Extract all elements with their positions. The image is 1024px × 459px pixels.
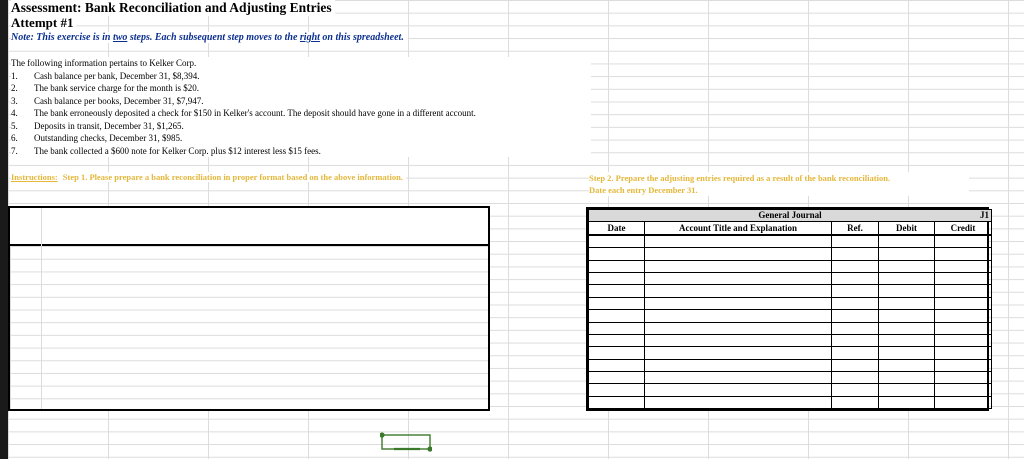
journal-account-cell[interactable] <box>645 372 832 384</box>
journal-debit-cell[interactable] <box>879 384 935 396</box>
info-item-number: 4. <box>11 108 18 118</box>
journal-credit-cell[interactable] <box>935 285 992 297</box>
journal-table <box>588 209 992 409</box>
info-item <box>11 95 591 108</box>
journal-ref-cell[interactable] <box>832 384 879 396</box>
journal-ref-cell[interactable] <box>832 396 879 408</box>
journal-row <box>589 322 992 334</box>
journal-account-cell[interactable] <box>645 396 832 408</box>
info-item-text: The bank collected a $600 note for Kelker Corp. plus $12 interest less $15 fees. <box>34 145 321 156</box>
col-debit[interactable]: Debit <box>879 222 935 235</box>
journal-row <box>589 372 992 384</box>
journal-account-cell[interactable] <box>645 248 832 260</box>
journal-row <box>589 359 992 371</box>
journal-credit-cell[interactable] <box>935 248 992 260</box>
journal-debit-cell[interactable] <box>879 396 935 408</box>
col-credit[interactable]: Credit <box>935 222 992 235</box>
journal-debit-cell[interactable] <box>879 248 935 260</box>
info-item-number: 7. <box>11 145 18 156</box>
journal-row <box>589 347 992 359</box>
journal-row <box>589 285 992 297</box>
info-item-text: The bank erroneously deposited a check for $150 in Kelker's account. The deposit should have gone in a different account. <box>34 108 476 118</box>
page-title: Assessment: Bank Reconciliation and Adjusting Entries <box>11 0 335 16</box>
journal-date-cell[interactable] <box>589 347 645 359</box>
journal-account-cell[interactable] <box>645 285 832 297</box>
info-item-number: 2. <box>11 83 18 93</box>
info-item-text: Deposits in transit, December 31, $1,265. <box>34 120 184 131</box>
journal-account-cell[interactable] <box>645 347 832 359</box>
journal-credit-cell[interactable] <box>935 384 992 396</box>
journal-ref-cell[interactable] <box>832 347 879 359</box>
info-intro: The following information pertains to Kelker Corp. <box>11 58 197 68</box>
reconciliation-column-divider <box>41 208 42 409</box>
journal-debit-cell[interactable] <box>879 260 935 272</box>
info-item-text: Outstanding checks, December 31, $985. <box>34 133 183 143</box>
journal-account-cell[interactable] <box>645 297 832 309</box>
journal-credit-cell[interactable] <box>935 235 992 248</box>
journal-credit-cell[interactable] <box>935 272 992 284</box>
journal-credit-cell[interactable] <box>935 297 992 309</box>
journal-credit-cell[interactable] <box>935 322 992 334</box>
journal-ref-cell[interactable] <box>832 260 879 272</box>
journal-body <box>589 235 992 409</box>
journal-debit-cell[interactable] <box>879 359 935 371</box>
journal-ref-cell[interactable] <box>832 272 879 284</box>
step1-text: Step 1. Please prepare a bank reconciliation in proper format based on the above information. <box>62 172 403 182</box>
reconciliation-header-block[interactable] <box>10 208 488 246</box>
journal-ref-cell[interactable] <box>832 297 879 309</box>
instructions-step1 <box>11 172 406 182</box>
journal-account-cell[interactable] <box>645 310 832 322</box>
journal-date-cell[interactable] <box>589 285 645 297</box>
info-item-text: Cash balance per books, December 31, $7,947. <box>34 95 204 106</box>
info-item-number: 5. <box>11 120 18 131</box>
journal-ref-cell[interactable] <box>832 285 879 297</box>
journal-row <box>589 396 992 408</box>
info-list <box>11 57 591 157</box>
journal-date-cell[interactable] <box>589 334 645 346</box>
info-item-text: The bank service charge for the month is $20. <box>34 83 200 93</box>
journal-credit-cell[interactable] <box>935 334 992 346</box>
journal-debit-cell[interactable] <box>879 272 935 284</box>
journal-ref: J1 <box>980 210 990 220</box>
journal-account-cell[interactable] <box>645 384 832 396</box>
chart-handle[interactable] <box>427 446 432 451</box>
step2-line1: Step 2. Prepare the adjusting entries required as a result of the bank reconciliation. <box>589 173 891 183</box>
note-text <box>11 32 408 43</box>
col-date[interactable]: Date <box>589 222 645 235</box>
journal-ref-cell[interactable] <box>832 372 879 384</box>
journal-row <box>589 260 992 272</box>
embedded-chart-object[interactable] <box>380 432 432 452</box>
journal-account-cell[interactable] <box>645 322 832 334</box>
chart-handle[interactable] <box>380 432 385 437</box>
journal-account-cell[interactable] <box>645 235 832 248</box>
journal-ref-cell[interactable] <box>832 359 879 371</box>
journal-date-cell[interactable] <box>589 359 645 371</box>
journal-credit-cell[interactable] <box>935 260 992 272</box>
info-item <box>11 70 591 83</box>
journal-date-cell[interactable] <box>589 322 645 334</box>
journal-date-cell[interactable] <box>589 396 645 408</box>
attempt-label: Attempt #1 <box>11 15 76 31</box>
info-item <box>11 132 591 145</box>
info-item <box>11 145 591 158</box>
note-right: right <box>299 32 320 43</box>
journal-debit-cell[interactable] <box>879 285 935 297</box>
journal-account-cell[interactable] <box>645 272 832 284</box>
journal-credit-cell[interactable] <box>935 396 992 408</box>
journal-account-cell[interactable] <box>645 359 832 371</box>
journal-date-cell[interactable] <box>589 272 645 284</box>
note-suffix: on this spreadsheet. <box>319 32 404 43</box>
row-header-gutter[interactable] <box>0 0 8 459</box>
journal-row <box>589 297 992 309</box>
info-item-number: 3. <box>11 95 18 106</box>
journal-row <box>589 310 992 322</box>
info-item-text: Cash balance per bank, December 31, $8,394. <box>34 70 200 81</box>
journal-debit-cell[interactable] <box>879 372 935 384</box>
journal-debit-cell[interactable] <box>879 334 935 346</box>
journal-row <box>589 384 992 396</box>
note-prefix: Note: This exercise is in <box>11 32 113 43</box>
col-ref[interactable]: Ref. <box>832 222 879 235</box>
journal-ref-cell[interactable] <box>832 248 879 260</box>
step2-line2: Date each entry December 31. <box>589 185 698 195</box>
journal-date-cell[interactable] <box>589 310 645 322</box>
journal-credit-cell[interactable] <box>935 310 992 322</box>
journal-account-cell[interactable] <box>645 334 832 346</box>
journal-credit-cell[interactable] <box>935 372 992 384</box>
note-middle: steps. Each subsequent step moves to the <box>127 32 300 43</box>
journal-debit-cell[interactable] <box>879 235 935 248</box>
info-item <box>11 107 591 120</box>
info-item <box>11 120 591 133</box>
journal-title: General Journal <box>758 210 822 221</box>
journal-debit-cell[interactable] <box>879 297 935 309</box>
info-item <box>11 82 591 95</box>
instructions-label: Instructions: <box>11 172 58 182</box>
journal-row <box>589 235 992 248</box>
journal-date-cell[interactable] <box>589 297 645 309</box>
journal-date-cell[interactable] <box>589 384 645 396</box>
journal-ref-cell[interactable] <box>832 235 879 248</box>
instructions-step2 <box>589 172 969 196</box>
journal-credit-cell[interactable] <box>935 347 992 359</box>
info-item-number: 1. <box>11 70 18 81</box>
journal-ref-cell[interactable] <box>832 322 879 334</box>
general-journal <box>586 207 989 411</box>
journal-debit-cell[interactable] <box>879 347 935 359</box>
journal-ref-cell[interactable] <box>832 310 879 322</box>
col-account[interactable]: Account Title and Explanation <box>645 222 832 235</box>
chart-frame <box>382 435 430 449</box>
journal-debit-cell[interactable] <box>879 322 935 334</box>
journal-date-cell[interactable] <box>589 248 645 260</box>
journal-account-cell[interactable] <box>645 260 832 272</box>
journal-debit-cell[interactable] <box>879 310 935 322</box>
journal-row <box>589 272 992 284</box>
journal-date-cell[interactable] <box>589 372 645 384</box>
bank-reconciliation-area[interactable] <box>8 206 490 411</box>
journal-column-headers <box>589 222 992 235</box>
journal-title-cell[interactable] <box>589 210 992 222</box>
journal-date-cell[interactable] <box>589 260 645 272</box>
note-two: two <box>112 32 128 43</box>
journal-ref-cell[interactable] <box>832 334 879 346</box>
info-item-number: 6. <box>11 133 18 143</box>
journal-row <box>589 334 992 346</box>
journal-row <box>589 248 992 260</box>
journal-date-cell[interactable] <box>589 235 645 248</box>
journal-credit-cell[interactable] <box>935 359 992 371</box>
